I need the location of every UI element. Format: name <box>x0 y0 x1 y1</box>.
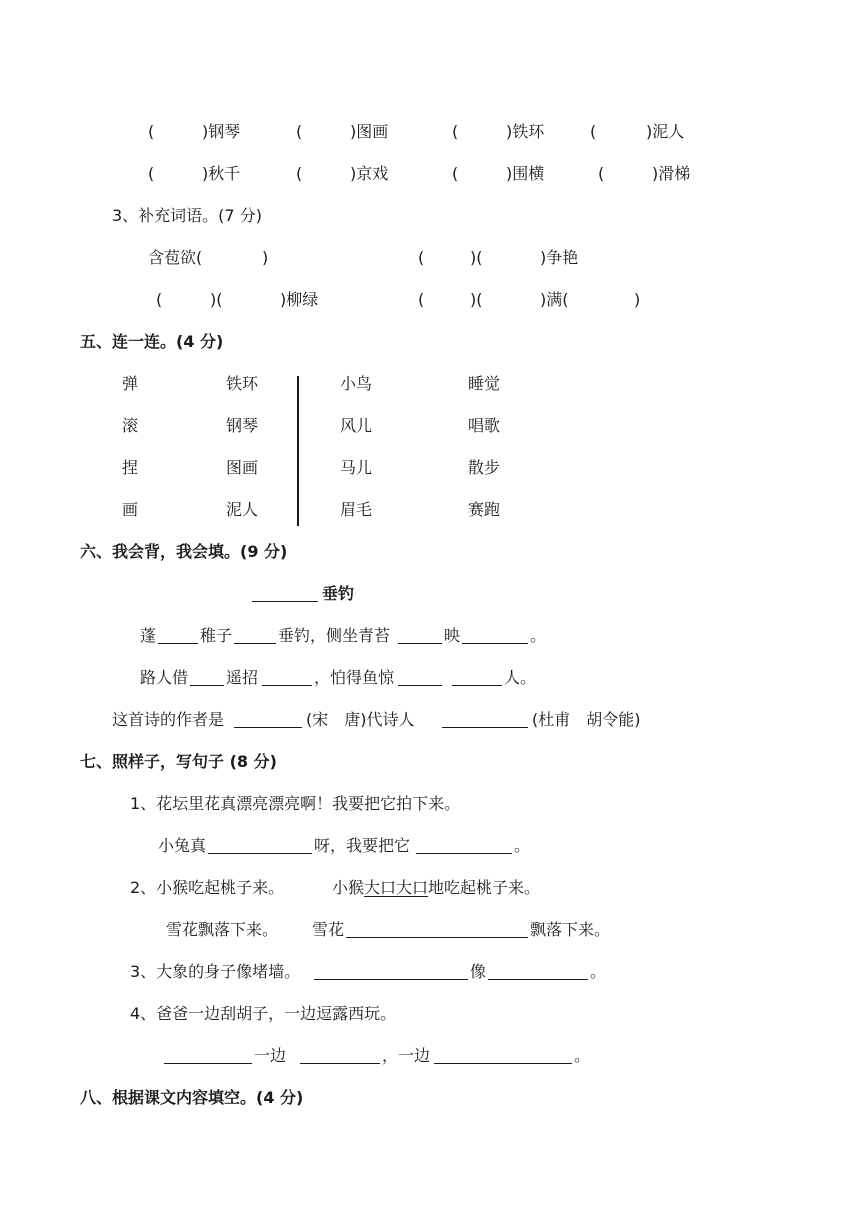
match-item: 铁环 <box>226 374 259 393</box>
match-item: 钢琴 <box>226 416 259 435</box>
poem-text: 遥招 <box>226 668 259 687</box>
word-option: )围横 <box>506 164 545 183</box>
word-option: )钢琴 <box>202 122 241 141</box>
example-text <box>332 878 540 898</box>
match-item: 捏 <box>122 458 139 477</box>
answer-blank[interactable] <box>416 853 512 854</box>
answer-blank[interactable] <box>262 685 312 686</box>
paren-open: ( <box>452 164 459 183</box>
match-item: 睡觉 <box>468 374 501 393</box>
answer-blank[interactable] <box>158 643 198 644</box>
answer-blank[interactable] <box>252 601 318 602</box>
question-text: 3、大象的身子像堵墙。 <box>130 962 301 981</box>
paren-open: ( <box>590 122 597 141</box>
match-item: 风儿 <box>340 416 373 435</box>
answer-blank[interactable] <box>462 643 528 644</box>
question-text: 呀，我要把它 <box>314 836 411 855</box>
answer-blank[interactable] <box>452 685 502 686</box>
idiom-fill: )( <box>210 290 223 309</box>
question-text: 一边 <box>254 1046 287 1065</box>
match-item: 弹 <box>122 374 139 393</box>
idiom-fill: 含苞欲( <box>148 248 203 267</box>
question-text: 飘落下来。 <box>530 920 611 939</box>
question-text: 2、小猴吃起桃子来。 <box>130 878 285 897</box>
section-heading: 六、我会背，我会填。(9 分) <box>80 542 288 561</box>
match-item: 滚 <box>122 416 139 435</box>
match-item: 图画 <box>226 458 259 477</box>
section-heading: 五、连一连。(4 分) <box>80 332 224 351</box>
idiom-fill: ) <box>634 290 641 309</box>
question-text: 雪花飘落下来。 <box>166 920 279 939</box>
word-option: )京戏 <box>350 164 389 183</box>
example-underlined: 大口大口 <box>364 878 429 897</box>
poem-text: 垂钓，侧坐青苔 <box>278 626 391 645</box>
paren-open: ( <box>148 122 155 141</box>
match-item: 画 <box>122 500 139 519</box>
match-item: 赛跑 <box>468 500 501 519</box>
word-option: )滑梯 <box>652 164 691 183</box>
answer-blank[interactable] <box>488 979 588 980</box>
idiom-fill: ( <box>418 248 425 267</box>
poem-text: ，怕得鱼惊 <box>314 668 395 687</box>
poem-text: 路人借 <box>140 668 189 687</box>
match-item: 唱歌 <box>468 416 501 435</box>
idiom-fill: ( <box>418 290 425 309</box>
poem-text: 映 <box>444 626 461 645</box>
answer-blank[interactable] <box>234 643 276 644</box>
idiom-fill: ( <box>156 290 163 309</box>
question-text: 4、爸爸一边刮胡子，一边逗露西玩。 <box>130 1004 397 1023</box>
answer-blank[interactable] <box>434 1063 572 1064</box>
answer-blank[interactable] <box>346 937 528 938</box>
question-title: 3、补充词语。(7 分) <box>112 206 262 225</box>
word-option: )铁环 <box>506 122 545 141</box>
question-text: (宋 唐)代诗人 <box>306 710 415 729</box>
example-part: 小猴 <box>332 878 365 897</box>
match-item: 泥人 <box>226 500 259 519</box>
idiom-fill: )( <box>470 248 483 267</box>
question-text: 像 <box>470 962 487 981</box>
paren-open: ( <box>296 164 303 183</box>
word-option: )泥人 <box>646 122 685 141</box>
poem-title: 垂钓 <box>322 584 355 603</box>
question-text: 这首诗的作者是 <box>112 710 225 729</box>
question-text: 小兔真 <box>158 836 207 855</box>
answer-blank[interactable] <box>398 685 442 686</box>
idiom-fill: ) <box>262 248 269 267</box>
answer-blank[interactable] <box>164 1063 252 1064</box>
idiom-fill: )( <box>470 290 483 309</box>
idiom-fill: )争艳 <box>540 248 579 267</box>
question-text: ，一边 <box>382 1046 431 1065</box>
match-item: 眉毛 <box>340 500 373 519</box>
poem-text: 蓬 <box>140 626 157 645</box>
section-heading: 八、根据课文内容填空。(4 分) <box>80 1088 304 1107</box>
question-text: 。 <box>574 1046 591 1065</box>
idiom-fill: )柳绿 <box>280 290 319 309</box>
poem-text: 人。 <box>504 668 537 687</box>
paren-open: ( <box>598 164 605 183</box>
question-text: 雪花 <box>312 920 345 939</box>
poem-text: 稚子 <box>200 626 233 645</box>
answer-blank[interactable] <box>208 853 312 854</box>
answer-blank[interactable] <box>300 1063 380 1064</box>
section-heading: 七、照样子，写句子 (8 分) <box>80 752 277 771</box>
answer-blank[interactable] <box>442 727 528 728</box>
word-option: )秋千 <box>202 164 241 183</box>
question-text: 。 <box>514 836 531 855</box>
poem-text: 。 <box>530 626 547 645</box>
word-option: )图画 <box>350 122 389 141</box>
question-text: (杜甫 胡令能) <box>532 710 641 729</box>
match-item: 马儿 <box>340 458 373 477</box>
paren-open: ( <box>452 122 459 141</box>
answer-blank[interactable] <box>314 979 468 980</box>
idiom-fill: )满( <box>540 290 569 309</box>
paren-open: ( <box>296 122 303 141</box>
match-item: 小鸟 <box>340 374 373 393</box>
match-item: 散步 <box>468 458 501 477</box>
example-part: 地吃起桃子来。 <box>428 878 541 897</box>
answer-blank[interactable] <box>234 727 302 728</box>
answer-blank[interactable] <box>398 643 442 644</box>
divider-line <box>297 376 299 526</box>
question-text: 。 <box>590 962 607 981</box>
answer-blank[interactable] <box>190 685 224 686</box>
question-text: 1、花坛里花真漂亮漂亮啊！我要把它拍下来。 <box>130 794 461 813</box>
paren-open: ( <box>148 164 155 183</box>
